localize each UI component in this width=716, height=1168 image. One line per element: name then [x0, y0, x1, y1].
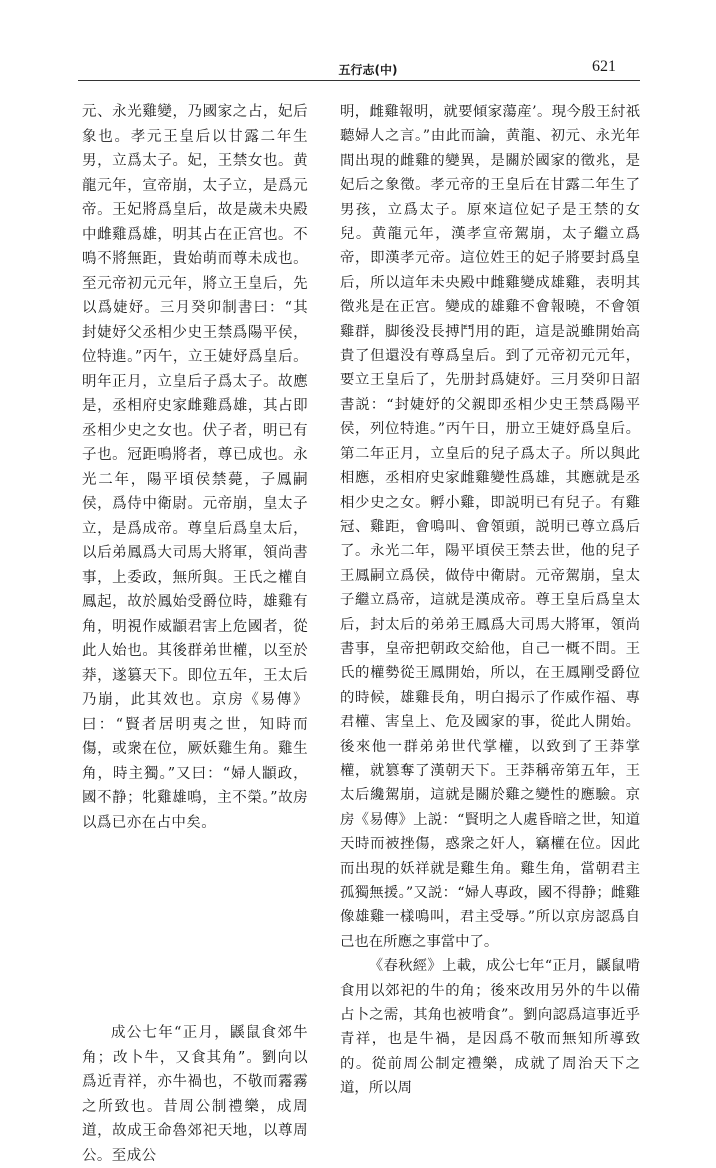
page-number: 621 [592, 58, 616, 75]
header-rule [78, 80, 640, 81]
translation-paragraph-chicken-omens: 明，雌雞報明，就要傾家蕩産’。現今殷王紂祇聽婦人之言。”由此而論，黄龍、初元、永光年間出現的雌雞的變異，是關於國家的徵兆，是妃后之象徵。孝元帝的王皇后在甘露二年生了男孩，立爲太子。原來這位妃子是王禁的女兒。黄龍元年，漢孝宣帝駕崩，太子繼立爲帝，即漢孝元帝。這位姓王的妃子將要封爲皇后，所以這年未央殿中雌雞變成雄雞，表明其徵兆是在正宫。變成的雄雞不會報曉，不會領雞群，脚後没長搏鬥用的距，這是説雖開始高貴了但還没有尊爲皇后。到了元帝初元元年，要立王皇后了，先册封爲婕妤。三月癸卯日詔書説：“封婕妤的父親即丞相少史王禁爲陽平侯，列位特進。”丙午日，册立王婕妤爲皇后。第二年正月，立皇后的兒子爲太子。所以與此相應，丞相府史家雌雞變性爲雄，其應就是丞相少史之女。孵小雞，即説明已有兒子。有雞冠、雞距，會鳴叫、會領頭，説明已尊立爲后了。永光二年，陽平頃侯王禁去世，他的兒子王鳳嗣立爲侯，做侍中衛尉。元帝駕崩，皇太子繼立爲帝，這就是漢成帝。尊王皇后爲皇太后，封太后的弟弟王鳳爲大司馬大將軍，領尚書事，皇帝把朝政交給他，自己一概不問。王氏的權勢從王鳳開始，所以，在王鳳剛受爵位的時候，雄雞長角，明白揭示了作威作福、專君權、害皇上、危及國家的事，從此人開始。後來他一群弟弟世代掌權，以致到了王莽掌權，就篡奪了漢朝天下。王莽稱帝第五年，王太后纔駕崩，這就是關於雞之變性的應驗。京房《易傳》上説：“賢明之人處昏暗之世，知道天時而被挫傷，惑衆之奸人，竊權在位。因此而出現的妖祥就是雞生角。雞生角，當朝君主孤獨無援。”又説：“婦人專政，國不得静；雌雞像雄雞一樣鳴叫，君主受辱。”所以京房認爲自己也在所應之事當中了。 [340, 104, 640, 950]
running-title: 五行志(中) [338, 63, 398, 77]
translation-paragraph-ox-horns: 《春秋經》上載，成公七年“正月，鼷鼠啃食用以郊祀的牛的角；後來改用另外的牛以備占卜之需，其角也被啃食”。劉向認爲這事近乎青祥，也是牛禍，是因爲不敬而無知所導致的。從前周公制定禮樂，成就了周治天下之道，所以周 [340, 958, 640, 1097]
column-gap [82, 835, 308, 1021]
translation-column [340, 100, 640, 1097]
classical-paragraph-ox-horns: 成公七年“正月，鼷鼠食郊牛角；改卜牛，又食其角”。劉向以爲近青祥，亦牛禍也，不敬而霿霧之所致也。昔周公制禮樂，成周道，故成王命魯郊祀天地，以尊周公。至成公 [82, 1025, 308, 1164]
classical-text-column [82, 100, 308, 1164]
classical-paragraph-chicken-omens: 元、永光雞變，乃國家之占，妃后象也。孝元王皇后以甘露二年生男，立爲太子。妃，王禁女也。黄龍元年，宣帝崩，太子立，是爲元帝。王妃將爲皇后，故是歲未央殿中雌雞爲雄，明其占在正宫也。不鳴不將無距，貴始萌而尊未成也。至元帝初元元年，將立王皇后，先以爲婕妤。三月癸卯制書曰：“其封婕妤父丞相少史王禁爲陽平侯，位特進。”丙午，立王婕妤爲皇后。明年正月，立皇后子爲太子。故應是，丞相府史家雌雞爲雄，其占即丞相少史之女也。伏子者，明已有子也。冠距鳴將者，尊已成也。永光二年，陽平頃侯禁薨，子鳳嗣侯，爲侍中衛尉。元帝崩，皇太子立，是爲成帝。尊皇后爲皇太后，以后弟鳳爲大司馬大將軍，領尚書事，上委政，無所與。王氏之權自鳳起，故於鳳始受爵位時，雄雞有角，明視作威顓君害上危國者，從此人始也。其後群弟世權，以至於莽，遂篡天下。即位五年，王太后乃崩，此其效也。京房《易傳》曰：“賢者居明夷之世，知時而傷，或衆在位，厥妖雞生角。雞生角，時主獨。”又曰：“婦人顓政，國不静；牝雞雄鳴，主不榮。”故房以爲已亦在占中矣。 [82, 104, 308, 831]
page-header [0, 0, 716, 96]
